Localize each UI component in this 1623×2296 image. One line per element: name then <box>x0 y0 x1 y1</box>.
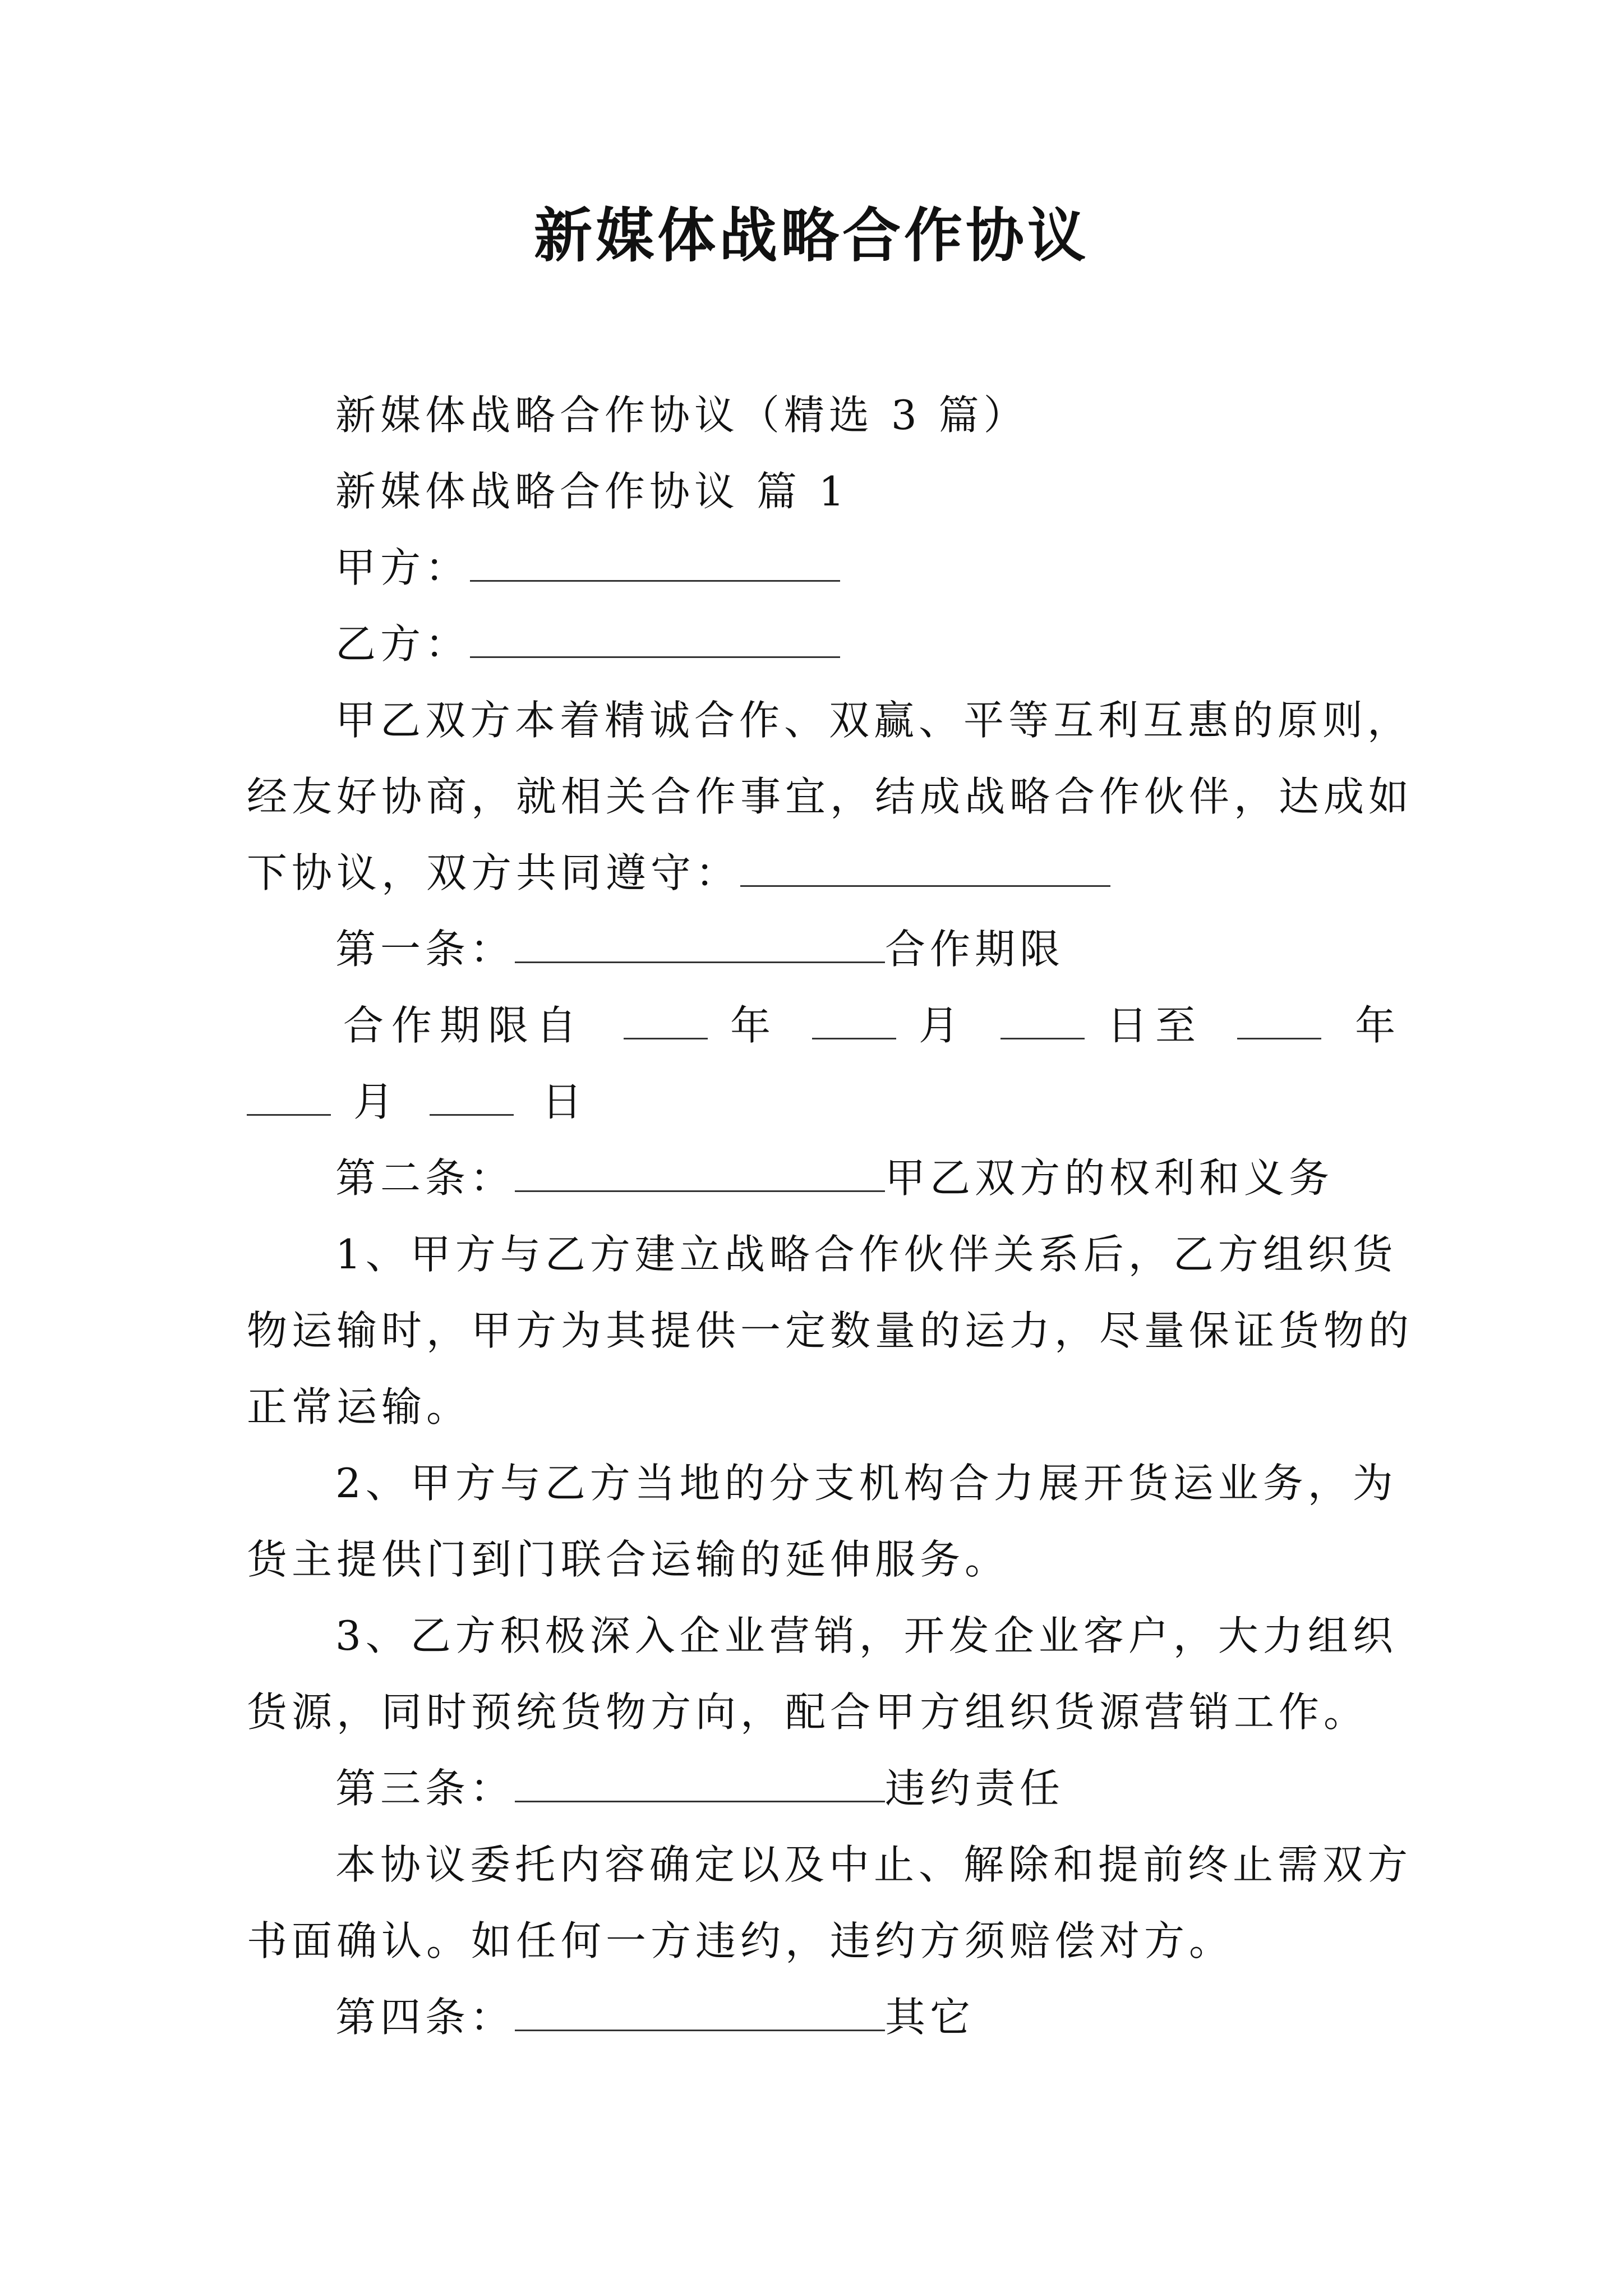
article-2-title: 甲乙双方的权利和义务 <box>885 1154 1334 1202</box>
article-4-title: 其它 <box>885 1994 975 2041</box>
article-2-blank <box>515 1151 885 1192</box>
breach-line: 本协议委托内容确定以及中止、解除和提前终止需双方 <box>335 1841 1413 1888</box>
party-a-label: 甲方： <box>335 544 471 591</box>
article-3-blank <box>515 1761 885 1802</box>
article-1-heading <box>335 921 1064 977</box>
document-subtitle: 新媒体战略合作协议（精选 3 篇） <box>335 392 1029 439</box>
end-month-blank <box>247 1075 331 1116</box>
article-1-title: 合作期限 <box>885 926 1065 973</box>
month-label: 月 <box>919 1002 967 1049</box>
end-year-blank <box>1237 999 1321 1039</box>
article-4-label: 第四条： <box>335 1994 515 2041</box>
party-a-blank <box>470 541 840 582</box>
intro-line-text: 下协议，双方共同遵守： <box>247 849 741 896</box>
intro-blank <box>740 846 1110 887</box>
period-line <box>343 997 1403 1053</box>
item-2-line: 2、甲方与乙方当地的分支机构合力展开货运业务，为 <box>335 1460 1398 1507</box>
item-2-line: 货主提供门到门联合运输的延伸服务。 <box>247 1536 1010 1583</box>
article-4-blank <box>515 1990 885 2031</box>
party-b-label: 乙方： <box>335 620 471 668</box>
day-to-label: 日至 <box>1107 1002 1204 1049</box>
intro-line: 经友好协商，就相关合作事宜，结成战略合作伙伴，达成如 <box>247 773 1414 820</box>
year-label: 年 <box>1355 1002 1404 1049</box>
article-3-title: 违约责任 <box>885 1765 1065 1812</box>
article-2-label: 第二条： <box>335 1154 515 1202</box>
party-b-line <box>335 616 840 672</box>
period-line-2 <box>247 1074 590 1130</box>
breach-line: 书面确认。如任何一方违约，违约方须赔偿对方。 <box>247 1917 1234 1964</box>
end-day-blank <box>430 1075 514 1116</box>
section-heading: 新媒体战略合作协议 篇 1 <box>335 468 849 515</box>
party-a-line <box>335 540 840 596</box>
document-title: 新媒体战略合作协议 <box>533 201 1089 270</box>
start-day-blank <box>1000 999 1085 1039</box>
item-1-line: 正常运输。 <box>247 1383 472 1430</box>
start-month-blank <box>812 999 896 1039</box>
party-b-blank <box>470 617 840 658</box>
month-label: 月 <box>353 1078 402 1125</box>
item-1-line: 1、甲方与乙方建立战略合作伙伴关系后，乙方组织货 <box>335 1231 1398 1278</box>
day-label: 日 <box>542 1078 591 1125</box>
period-start-text: 合作期限自 <box>343 1002 585 1049</box>
item-3-line: 货源，同时预统货物方向，配合甲方组织货源营销工作。 <box>247 1688 1369 1736</box>
intro-line: 甲乙双方本着精诚合作、双赢、平等互利互惠的原则， <box>335 697 1413 744</box>
article-3-heading <box>335 1760 1064 1816</box>
article-2-heading <box>335 1150 1334 1206</box>
article-3-label: 第三条： <box>335 1765 515 1812</box>
article-1-label: 第一条： <box>335 926 515 973</box>
item-3-line: 3、乙方积极深入企业营销，开发企业客户，大力组织 <box>335 1612 1398 1659</box>
intro-line-last <box>247 845 1110 901</box>
item-1-line: 物运输时，甲方为其提供一定数量的运力，尽量保证货物的 <box>247 1307 1414 1354</box>
article-1-blank <box>515 922 885 963</box>
start-year-blank <box>624 999 708 1039</box>
year-label: 年 <box>730 1002 779 1049</box>
article-4-heading <box>335 1989 975 2045</box>
